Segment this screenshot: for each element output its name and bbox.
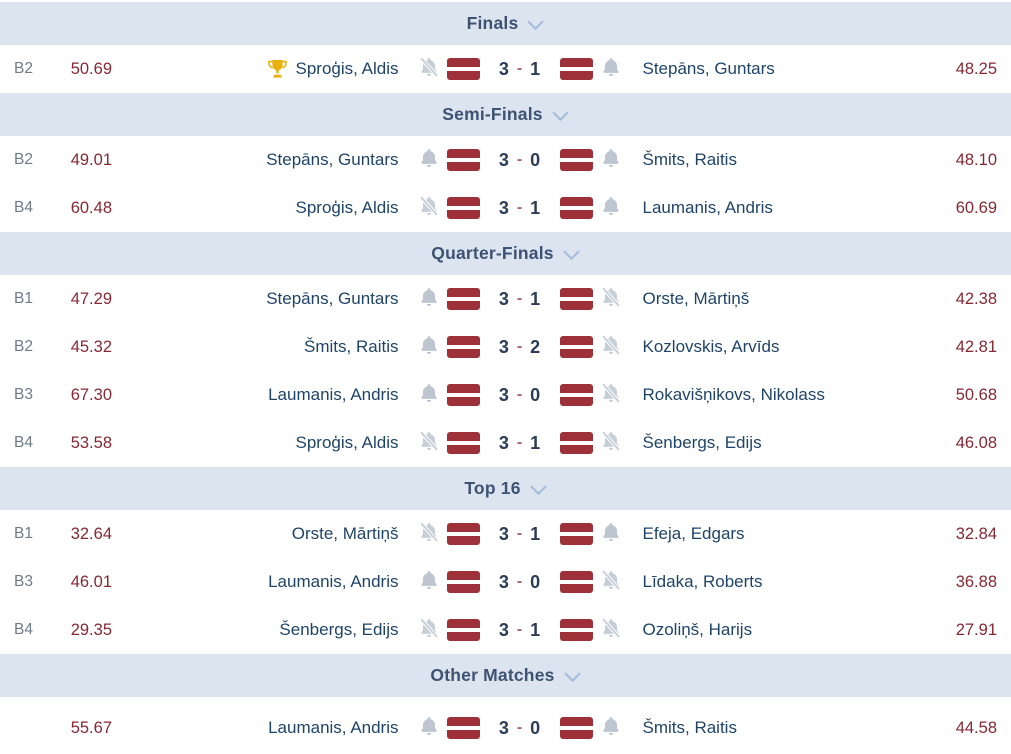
home-player xyxy=(112,620,411,640)
away-average: 36.88 xyxy=(955,572,997,591)
away-latvia-flag-icon xyxy=(560,523,593,545)
score-separator: - xyxy=(516,199,523,216)
board-label: B2 xyxy=(14,151,33,168)
home-latvia-flag-icon xyxy=(447,384,480,406)
bell-slash-icon[interactable] xyxy=(419,56,439,83)
home-bell[interactable] xyxy=(411,56,447,83)
away-average: 44.58 xyxy=(955,718,997,737)
away-score: 0 xyxy=(530,384,541,405)
home-player-name: Šmits, Raitis xyxy=(304,337,399,356)
away-bell[interactable] xyxy=(593,382,629,409)
bell-icon[interactable] xyxy=(601,715,621,742)
home-player xyxy=(112,150,411,170)
home-score: 3 xyxy=(498,384,509,405)
home-player xyxy=(112,385,411,405)
home-player xyxy=(112,289,411,309)
home-player-name: Stepāns, Guntars xyxy=(266,289,399,308)
home-latvia-flag-icon xyxy=(447,571,480,593)
bracket-section xyxy=(0,654,1011,754)
board-label: B3 xyxy=(14,386,33,403)
away-player xyxy=(629,620,928,640)
home-bell[interactable] xyxy=(411,195,447,222)
away-score: 1 xyxy=(530,288,541,309)
match-row[interactable] xyxy=(0,510,1011,558)
away-latvia-flag-icon xyxy=(560,571,593,593)
section-header[interactable] xyxy=(0,654,1011,697)
home-average: 32.64 xyxy=(70,524,112,543)
away-score: 0 xyxy=(530,717,541,738)
match-score xyxy=(480,385,560,406)
home-bell[interactable] xyxy=(411,617,447,644)
bell-icon[interactable] xyxy=(601,195,621,222)
home-latvia-flag-icon xyxy=(447,58,480,80)
away-average: 42.38 xyxy=(955,289,997,308)
home-player-name: Laumanis, Andris xyxy=(268,718,399,737)
away-score: 0 xyxy=(530,149,541,170)
home-player-name: Sproģis, Aldis xyxy=(295,433,399,452)
away-bell[interactable] xyxy=(593,286,629,313)
away-average: 27.91 xyxy=(955,620,997,639)
bell-slash-icon[interactable] xyxy=(601,382,621,409)
away-latvia-flag-icon xyxy=(560,619,593,641)
home-player xyxy=(112,198,411,218)
bell-icon[interactable] xyxy=(419,334,439,361)
away-average: 46.08 xyxy=(955,433,997,452)
bracket-section xyxy=(0,2,1011,93)
home-average: 67.30 xyxy=(70,385,112,404)
match-row[interactable] xyxy=(0,136,1011,184)
away-average: 32.84 xyxy=(955,524,997,543)
home-latvia-flag-icon xyxy=(447,619,480,641)
away-score: 1 xyxy=(530,523,541,544)
section-title: Other Matches xyxy=(430,665,555,685)
home-player xyxy=(112,337,411,357)
home-average: 47.29 xyxy=(70,289,112,308)
match-score xyxy=(480,718,560,739)
away-player xyxy=(629,572,928,592)
home-bell[interactable] xyxy=(411,569,447,596)
match-score xyxy=(480,572,560,593)
home-player xyxy=(112,718,411,738)
away-bell[interactable] xyxy=(593,334,629,361)
home-average: 29.35 xyxy=(70,620,112,639)
away-player-name: Efeja, Edgars xyxy=(642,524,745,543)
away-bell[interactable] xyxy=(593,521,629,548)
bell-slash-icon[interactable] xyxy=(419,617,439,644)
away-player-name: Līdaka, Roberts xyxy=(642,572,763,591)
chevron-down-icon[interactable] xyxy=(552,111,569,122)
home-player-name: Šenbergs, Edijs xyxy=(279,620,399,639)
away-player xyxy=(629,524,928,544)
home-score: 3 xyxy=(498,288,509,309)
away-average: 48.10 xyxy=(955,150,997,169)
score-separator: - xyxy=(516,290,523,307)
board-label: B4 xyxy=(14,199,33,216)
home-latvia-flag-icon xyxy=(447,336,480,358)
home-score: 3 xyxy=(498,432,509,453)
score-separator: - xyxy=(516,60,523,77)
away-latvia-flag-icon xyxy=(560,717,593,739)
match-score xyxy=(480,59,560,80)
match-row[interactable] xyxy=(0,606,1011,654)
bell-slash-icon[interactable] xyxy=(419,521,439,548)
away-latvia-flag-icon xyxy=(560,149,593,171)
bell-icon[interactable] xyxy=(419,382,439,409)
away-score: 1 xyxy=(530,432,541,453)
bell-icon[interactable] xyxy=(419,286,439,313)
bell-slash-icon[interactable] xyxy=(601,430,621,457)
home-bell[interactable] xyxy=(411,382,447,409)
home-average: 49.01 xyxy=(70,150,112,169)
chevron-down-icon[interactable] xyxy=(527,20,544,31)
away-bell[interactable] xyxy=(593,56,629,83)
bell-icon[interactable] xyxy=(601,521,621,548)
board-label: B2 xyxy=(14,60,33,77)
home-player xyxy=(112,524,411,544)
home-score: 3 xyxy=(498,619,509,640)
home-player-name: Stepāns, Guntars xyxy=(266,150,399,169)
bell-slash-icon[interactable] xyxy=(601,617,621,644)
section-header[interactable] xyxy=(0,232,1011,275)
bracket-section xyxy=(0,93,1011,232)
score-separator: - xyxy=(516,621,523,638)
home-latvia-flag-icon xyxy=(447,432,480,454)
home-player-name: Laumanis, Andris xyxy=(268,572,399,591)
home-average: 60.48 xyxy=(70,198,112,217)
board-label: B1 xyxy=(14,525,33,542)
away-score: 1 xyxy=(530,58,541,79)
score-separator: - xyxy=(516,151,523,168)
score-separator: - xyxy=(516,386,523,403)
board-label: B4 xyxy=(14,434,33,451)
away-score: 1 xyxy=(530,197,541,218)
bell-slash-icon[interactable] xyxy=(601,334,621,361)
away-player xyxy=(629,289,928,309)
home-score: 3 xyxy=(498,336,509,357)
away-player-name: Laumanis, Andris xyxy=(642,198,773,217)
home-latvia-flag-icon xyxy=(447,149,480,171)
bell-slash-icon[interactable] xyxy=(419,195,439,222)
section-title: Top 16 xyxy=(464,478,521,498)
bell-slash-icon[interactable] xyxy=(419,430,439,457)
tournament-bracket xyxy=(0,2,1011,754)
away-average: 48.25 xyxy=(955,59,997,78)
trophy-icon xyxy=(268,60,287,78)
home-score: 3 xyxy=(498,149,509,170)
away-player xyxy=(629,385,928,405)
home-score: 3 xyxy=(498,197,509,218)
home-score: 3 xyxy=(498,717,509,738)
home-bell[interactable] xyxy=(411,430,447,457)
home-bell[interactable] xyxy=(411,334,447,361)
match-row[interactable] xyxy=(0,323,1011,371)
away-average: 60.69 xyxy=(955,198,997,217)
away-score: 1 xyxy=(530,619,541,640)
away-bell[interactable] xyxy=(593,617,629,644)
home-average: 53.58 xyxy=(70,433,112,452)
bell-icon[interactable] xyxy=(419,569,439,596)
board-label: B2 xyxy=(14,338,33,355)
home-bell[interactable] xyxy=(411,147,447,174)
away-latvia-flag-icon xyxy=(560,384,593,406)
home-score: 3 xyxy=(498,571,509,592)
section-header[interactable] xyxy=(0,93,1011,136)
score-separator: - xyxy=(516,434,523,451)
home-bell[interactable] xyxy=(411,715,447,742)
match-score xyxy=(480,150,560,171)
away-player-name: Šmits, Raitis xyxy=(642,718,737,737)
away-player-name: Orste, Mārtiņš xyxy=(642,289,750,308)
score-separator: - xyxy=(516,338,523,355)
home-average: 50.69 xyxy=(70,59,112,78)
chevron-down-icon[interactable] xyxy=(563,250,580,261)
section-header[interactable] xyxy=(0,467,1011,510)
home-bell[interactable] xyxy=(411,521,447,548)
bell-icon[interactable] xyxy=(601,147,621,174)
home-score: 3 xyxy=(498,58,509,79)
away-bell[interactable] xyxy=(593,430,629,457)
match-row[interactable] xyxy=(0,371,1011,419)
home-average: 46.01 xyxy=(70,572,112,591)
chevron-down-icon[interactable] xyxy=(564,672,581,683)
away-player-name: Stepāns, Guntars xyxy=(642,59,775,78)
away-player xyxy=(629,150,928,170)
away-player xyxy=(629,59,928,79)
away-bell[interactable] xyxy=(593,147,629,174)
bracket-section xyxy=(0,467,1011,654)
bell-icon[interactable] xyxy=(419,715,439,742)
home-player xyxy=(112,433,411,453)
section-title: Quarter-Finals xyxy=(431,243,554,263)
home-bell[interactable] xyxy=(411,286,447,313)
away-latvia-flag-icon xyxy=(560,288,593,310)
match-score xyxy=(480,289,560,310)
home-latvia-flag-icon xyxy=(447,197,480,219)
away-player-name: Ozoliņš, Harijs xyxy=(642,620,753,639)
away-bell[interactable] xyxy=(593,715,629,742)
away-player-name: Rokavišņikovs, Nikolass xyxy=(642,385,825,404)
match-row[interactable] xyxy=(0,558,1011,606)
board-label: B4 xyxy=(14,621,33,638)
away-player xyxy=(629,337,928,357)
home-latvia-flag-icon xyxy=(447,288,480,310)
away-player xyxy=(629,718,928,738)
home-average: 55.67 xyxy=(70,718,112,737)
score-separator: - xyxy=(516,573,523,590)
away-average: 50.68 xyxy=(955,385,997,404)
away-latvia-flag-icon xyxy=(560,197,593,219)
home-player-name: Sproģis, Aldis xyxy=(295,198,399,217)
away-score: 0 xyxy=(530,571,541,592)
bell-icon[interactable] xyxy=(601,56,621,83)
match-score xyxy=(480,337,560,358)
away-latvia-flag-icon xyxy=(560,58,593,80)
home-player xyxy=(112,59,411,79)
away-player-name: Šmits, Raitis xyxy=(642,150,737,169)
home-latvia-flag-icon xyxy=(447,523,480,545)
home-player-name: Orste, Mārtiņš xyxy=(291,524,399,543)
home-score: 3 xyxy=(498,523,509,544)
score-separator: - xyxy=(516,525,523,542)
match-score xyxy=(480,198,560,219)
match-row[interactable] xyxy=(0,697,1011,754)
match-row[interactable] xyxy=(0,419,1011,467)
section-title: Semi-Finals xyxy=(442,104,543,124)
chevron-down-icon[interactable] xyxy=(530,485,547,496)
away-bell[interactable] xyxy=(593,195,629,222)
home-player xyxy=(112,572,411,592)
away-latvia-flag-icon xyxy=(560,336,593,358)
home-player-name: Laumanis, Andris xyxy=(268,385,399,404)
section-title: Finals xyxy=(466,13,519,33)
away-player-name: Šenbergs, Edijs xyxy=(642,433,762,452)
away-player-name: Kozlovskis, Arvīds xyxy=(642,337,780,356)
bell-icon[interactable] xyxy=(419,147,439,174)
match-row[interactable] xyxy=(0,275,1011,323)
bell-slash-icon[interactable] xyxy=(601,286,621,313)
match-score xyxy=(480,524,560,545)
bracket-section xyxy=(0,232,1011,467)
home-latvia-flag-icon xyxy=(447,717,480,739)
section-header[interactable] xyxy=(0,2,1011,45)
home-average: 45.32 xyxy=(70,337,112,356)
away-score: 2 xyxy=(530,336,541,357)
away-player xyxy=(629,433,928,453)
board-label: B1 xyxy=(14,290,33,307)
match-score xyxy=(480,433,560,454)
away-latvia-flag-icon xyxy=(560,432,593,454)
away-average: 42.81 xyxy=(955,337,997,356)
bell-slash-icon[interactable] xyxy=(601,569,621,596)
away-player xyxy=(629,198,928,218)
score-separator: - xyxy=(516,719,523,736)
away-bell[interactable] xyxy=(593,569,629,596)
match-row[interactable] xyxy=(0,184,1011,232)
match-row[interactable] xyxy=(0,45,1011,93)
board-label: B3 xyxy=(14,573,33,590)
match-score xyxy=(480,620,560,641)
home-player-name: Sproģis, Aldis xyxy=(295,59,399,78)
